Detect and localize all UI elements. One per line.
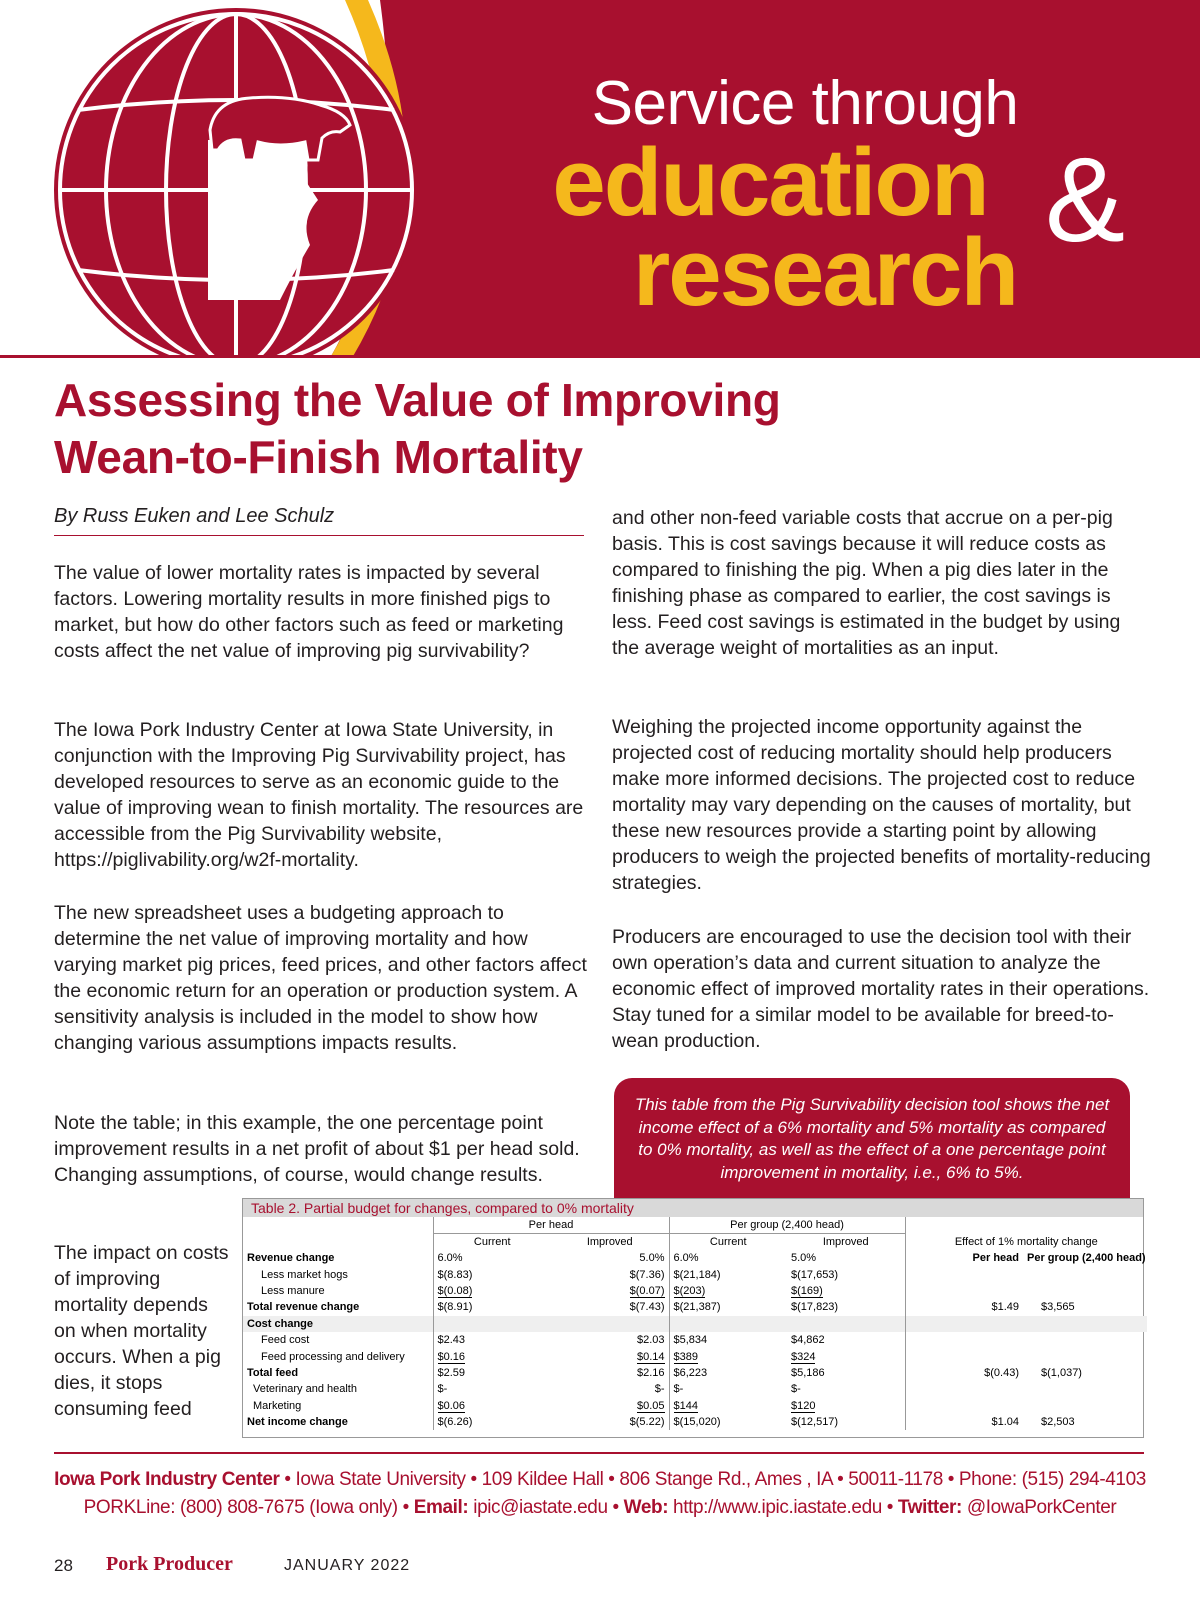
magazine-logo: Pork Producer	[106, 1553, 233, 1575]
footer-contact-line-2	[0, 1497, 1200, 1519]
table-cell	[433, 1381, 551, 1397]
table-cell	[905, 1365, 935, 1381]
effect-cell: $1.04	[991, 1416, 1019, 1429]
logo-text-line: Iowa	[214, 178, 255, 198]
effect-cell	[935, 1381, 1023, 1397]
table-cell	[905, 1381, 935, 1397]
cell-value: 6.0%	[437, 1252, 463, 1265]
cell-value: $(17,823)	[791, 1301, 839, 1314]
banner-tagline-1: Service through	[591, 69, 1019, 138]
paragraph: and other non-feed variable costs that accrue on a per-pig basis. This is cost savings because it will reduce costs as compared to finishing the pig. When a pig dies later in the finishing phase as compared to earlier, the cost savings is less. Feed cost savings is estimated in the budget by using the average weight of mortalities as an input.	[612, 507, 1121, 659]
paragraph: The Iowa Pork Industry Center at Iowa State University, in conjunction with the Improving Pig Survivability project, has developed resources to serve as an economic guide to the value of improving wean to finish mortality. The resources are accessible from the Pig Survivability website, https://piglivability.org/w2f-mortality.	[54, 719, 584, 871]
table-cell	[433, 1398, 551, 1414]
row-label: Veterinary and health	[253, 1383, 357, 1396]
cell-value: $389	[673, 1350, 698, 1363]
effect-cell	[1023, 1316, 1147, 1332]
table-cell	[905, 1217, 1147, 1234]
col-header: Improved	[586, 1236, 633, 1248]
paragraph: The impact on costs of improving mortality depends on when mortality occurs. When a pig dies, it stops consuming feed	[54, 1242, 229, 1420]
footer-twitter-label: Twitter:	[897, 1497, 962, 1518]
table-cell	[669, 1250, 787, 1266]
cell-value: $120	[791, 1399, 816, 1412]
table-cell	[669, 1299, 787, 1315]
effect-cell	[1023, 1332, 1147, 1348]
footer-org: Iowa Pork Industry Center	[54, 1469, 280, 1490]
table-cell	[669, 1283, 787, 1299]
table-cell	[551, 1299, 669, 1315]
byline-rule	[54, 535, 584, 536]
table-body	[243, 1250, 1147, 1430]
row-label: Total feed	[247, 1366, 299, 1379]
table-cell	[551, 1398, 669, 1414]
table-cell	[669, 1365, 787, 1381]
col-header: Improved	[822, 1236, 869, 1248]
cell-value: 5.0%	[791, 1252, 817, 1265]
cell-value: $4,862	[791, 1334, 825, 1347]
group-header-effect: Effect of 1% mortality change	[905, 1234, 1147, 1251]
cell-value: $144	[673, 1399, 698, 1412]
table-cell	[243, 1217, 433, 1234]
table-cell	[551, 1316, 669, 1332]
cell-value: $(17,653)	[791, 1268, 839, 1281]
cell-value: $0.16	[437, 1350, 466, 1363]
cell-value: $0.14	[636, 1350, 665, 1363]
table-cell	[669, 1332, 787, 1348]
effect-cell	[1023, 1348, 1147, 1364]
table-cell	[433, 1266, 551, 1282]
table-cell	[551, 1283, 669, 1299]
table-cell	[433, 1299, 551, 1315]
row-label: Total revenue change	[247, 1301, 360, 1314]
table-cell	[787, 1348, 905, 1364]
cell-value: $-	[654, 1383, 665, 1396]
cell-value: $(5.22)	[629, 1416, 665, 1429]
table-caption-box	[614, 1078, 1130, 1198]
table-cell	[551, 1348, 669, 1364]
row-label: Cost change	[243, 1316, 433, 1332]
logo-text-line: Center	[214, 247, 272, 267]
cell-value: $(21,184)	[673, 1268, 721, 1281]
footer-porkline: PORKLine: (800) 808-7675 (Iowa only) •	[83, 1497, 409, 1518]
cell-value: $(15,020)	[673, 1416, 721, 1429]
cell-value: $(8.83)	[437, 1268, 473, 1281]
table-cell	[905, 1316, 935, 1332]
logo-text-line: Industry	[214, 224, 286, 244]
row-label: Less manure	[261, 1284, 325, 1297]
table-cell	[905, 1348, 935, 1364]
table-cell	[433, 1250, 551, 1266]
cell-value: $(0.07)	[629, 1284, 665, 1297]
cell-value: $5,186	[791, 1366, 825, 1379]
cell-value: $-	[791, 1383, 801, 1396]
cell-value: $6,223	[673, 1366, 708, 1379]
table-cell	[787, 1316, 905, 1332]
title-line-1: Assessing the Value of Improving	[54, 374, 781, 426]
table-cell	[433, 1365, 551, 1381]
col-header: Current	[433, 1234, 551, 1251]
table-cell	[787, 1365, 905, 1381]
table-row	[243, 1414, 1147, 1430]
cell-value: 5.0%	[639, 1252, 665, 1265]
row-label: Feed cost	[261, 1334, 310, 1347]
title-line-2: Wean-to-Finish Mortality	[54, 431, 583, 483]
cell-value: $(7.36)	[629, 1268, 665, 1281]
table-cell	[433, 1414, 551, 1430]
table-cell	[787, 1381, 905, 1397]
footer-twitter-handle[interactable]: @IowaPorkCenter	[966, 1497, 1117, 1518]
cell-value: $2.16	[636, 1366, 665, 1379]
page-number: 28	[54, 1556, 73, 1575]
banner-tagline-2: education	[552, 129, 988, 236]
row-label: Revenue change	[247, 1252, 335, 1265]
footer-email-label: Email:	[413, 1497, 469, 1518]
table-cell	[669, 1266, 787, 1282]
table-cell	[669, 1414, 787, 1430]
effect-cell: $1.49	[991, 1301, 1019, 1314]
table-cell	[551, 1414, 669, 1430]
cell-value: $0.05	[636, 1399, 665, 1412]
cell-value: $(203)	[673, 1284, 706, 1297]
budget-table	[243, 1217, 1147, 1430]
table-cell	[669, 1316, 787, 1332]
header-banner	[0, 0, 1200, 358]
group-header-per-head: Per head	[433, 1217, 669, 1234]
table-row	[243, 1250, 1147, 1266]
table-row	[243, 1299, 1147, 1315]
table-cell	[905, 1414, 935, 1430]
table-cell	[787, 1299, 905, 1315]
cell-value: $324	[791, 1350, 816, 1363]
table-cell	[905, 1250, 935, 1266]
cell-value: $(8.91)	[437, 1301, 473, 1314]
effect-cell	[935, 1266, 1023, 1282]
table-cell	[905, 1332, 935, 1348]
footer-address: • Iowa State University • 109 Kildee Hall • 806 Stange Rd., Ames , IA • 50011-1178 • Phone: (515) 294-4103	[284, 1469, 1146, 1490]
paragraph: The new spreadsheet uses a budgeting approach to determine the net value of improving mortality and how varying market pig prices, feed prices, and other factors affect the economic return for an operation or production system. A sensitivity analysis is included in the model to show how changing various assumptions impacts results.	[54, 902, 587, 1054]
cell-value: $(21,387)	[673, 1301, 721, 1314]
table-cell	[669, 1398, 787, 1414]
cell-value: $0.06	[437, 1399, 466, 1412]
effect-cell	[935, 1316, 1023, 1332]
table-cell	[787, 1250, 905, 1266]
effect-cell: $3,565	[1041, 1301, 1075, 1314]
paragraph: The value of lower mortality rates is impacted by several factors. Lowering mortality results in more finished pigs to market, but how do other factors such as feed or marketing costs affect the net value of improving pig survivability?	[54, 562, 564, 662]
effect-cell	[1023, 1283, 1147, 1299]
group-header-per-group: Per group (2,400 head)	[669, 1217, 905, 1234]
table-title: Table 2. Partial budget for changes, compared to 0% mortality	[243, 1199, 1143, 1217]
table-cell	[905, 1398, 935, 1414]
table-cell	[787, 1266, 905, 1282]
row-label: Feed processing and delivery	[261, 1350, 405, 1363]
banner-bottom-rule	[0, 355, 1200, 358]
effect-cell	[935, 1348, 1023, 1364]
cell-value: 6.0%	[673, 1252, 699, 1265]
table-cell	[787, 1414, 905, 1430]
table-row	[243, 1266, 1147, 1282]
cell-value: $5,834	[673, 1334, 708, 1347]
effect-cell: $2,503	[1041, 1416, 1075, 1429]
effect-cell: $(0.43)	[984, 1366, 1019, 1379]
cell-value: $(7.43)	[629, 1301, 665, 1314]
effect-subheader: Per head	[972, 1252, 1019, 1265]
table-cell	[433, 1316, 551, 1332]
table-cell	[433, 1332, 551, 1348]
table-cell	[787, 1283, 905, 1299]
effect-cell	[935, 1283, 1023, 1299]
table-row	[243, 1348, 1147, 1364]
table-cell	[243, 1234, 433, 1251]
cell-value: $2.59	[437, 1366, 466, 1379]
table-cell	[551, 1365, 669, 1381]
logo-text-line: Pork	[214, 201, 255, 221]
cell-value: $-	[437, 1383, 448, 1396]
table-cell	[551, 1381, 669, 1397]
budget-table-figure	[242, 1198, 1144, 1438]
row-label: Marketing	[253, 1399, 302, 1412]
table-row	[243, 1332, 1147, 1348]
paragraph: Producers are encouraged to use the decision tool with their own operation’s data and current situation to analyze the economic effect of improved mortality rates in their operations. Stay tuned for a similar model to be available for breed-to-wean production.	[612, 926, 1150, 1052]
table-cell	[433, 1348, 551, 1364]
table-header-row	[243, 1234, 1147, 1251]
table-cell	[551, 1266, 669, 1282]
effect-cell	[935, 1398, 1023, 1414]
footer-rule	[54, 1452, 1144, 1454]
footer-email-link[interactable]: ipic@iastate.edu •	[473, 1497, 619, 1518]
effect-cell	[1023, 1381, 1147, 1397]
cell-value: $2.43	[437, 1334, 466, 1347]
paragraph: Note the table; in this example, the one percentage point improvement results in a net profit of about $1 per head sold. Changing assumptions, of course, would change results.	[54, 1112, 580, 1186]
footer-web-link[interactable]: http://www.ipic.iastate.edu •	[673, 1497, 894, 1518]
table-row	[243, 1365, 1147, 1381]
cell-value: $-	[673, 1383, 684, 1396]
effect-cell	[1023, 1266, 1147, 1282]
effect-cell: $(1,037)	[1041, 1366, 1082, 1379]
table-cell	[551, 1250, 669, 1266]
cell-value: $(0.08)	[437, 1284, 473, 1297]
col-header: Current	[669, 1234, 787, 1251]
byline: By Russ Euken and Lee Schulz	[54, 505, 335, 527]
article-title	[54, 372, 954, 486]
cell-value: $(169)	[791, 1284, 823, 1297]
footer-web-label: Web:	[623, 1497, 669, 1518]
table-cell	[905, 1283, 935, 1299]
table-row	[243, 1283, 1147, 1299]
cell-value: $(6.26)	[437, 1416, 473, 1429]
table-cell	[433, 1283, 551, 1299]
effect-subheader: Per group (2,400 head)	[1027, 1252, 1146, 1265]
table-cell	[669, 1348, 787, 1364]
table-cell	[787, 1332, 905, 1348]
table-row	[243, 1316, 1147, 1332]
footer-contact-line-1	[0, 1469, 1200, 1491]
paragraph: Weighing the projected income opportunity against the projected cost of reducing mortality should help producers make more informed decisions. The projected cost to reduce mortality may vary depending on the causes of mortality, but these new resources provide a starting point by allowing producers to weigh the projected benefits of mortality-reducing strategies.	[612, 716, 1151, 894]
banner-tagline-3: research	[632, 219, 1018, 326]
row-label: Net income change	[247, 1416, 348, 1429]
row-label: Less market hogs	[261, 1268, 348, 1281]
table-cell	[551, 1332, 669, 1348]
table-row	[243, 1398, 1147, 1414]
table-caption: This table from the Pig Survivability decision tool shows the net income effect of a 6% mortality and 5% mortality as compared to 0% mortality, as well as the effect of a one percentage point improvement in mortality, i.e., 6% to 5%.	[634, 1095, 1110, 1182]
table-cell	[787, 1398, 905, 1414]
cell-value: $2.03	[636, 1334, 665, 1347]
table-header-row	[243, 1217, 1147, 1234]
table-row	[243, 1381, 1147, 1397]
effect-cell	[935, 1332, 1023, 1348]
table-cell	[669, 1381, 787, 1397]
banner-ampersand: &	[1044, 133, 1126, 267]
cell-value: $(12,517)	[791, 1416, 839, 1429]
effect-cell	[1023, 1398, 1147, 1414]
table-cell	[905, 1266, 935, 1282]
issue-date: JANUARY 2022	[284, 1557, 411, 1574]
table-cell	[905, 1299, 935, 1315]
